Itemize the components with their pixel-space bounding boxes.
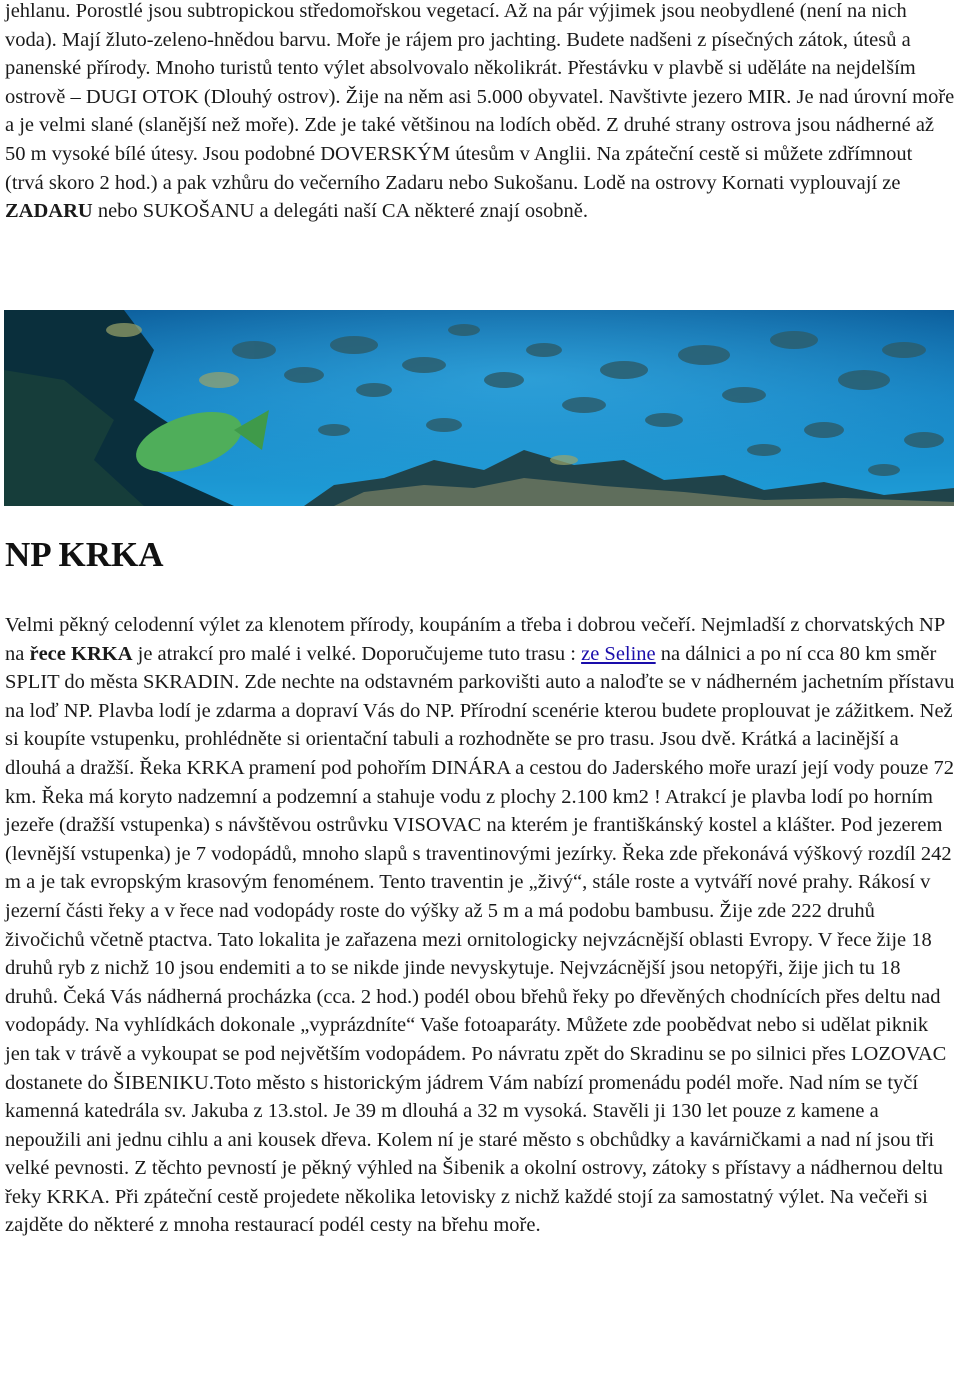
intro-paragraph	[5, 0, 955, 226]
section-heading: NP KRKA	[5, 535, 164, 574]
krka-bold-river: řece KRKA	[29, 642, 133, 665]
underwater-fish-photo	[4, 310, 954, 506]
krka-paragraph	[5, 611, 955, 1240]
intro-text-1: jehlanu. Porostlé jsou subtropickou středomořskou vegetací. Až na pár výjimek jsou neobydlené (není na nich voda). Mají žluto-zeleno-hnědou barvu. Moře je rájem pro jachting. Budete nadšeni z písečných zátok, útesů a panenské přírody. Mnoho turistů tento výlet absolvovalo několikrát. Přestávku v plavbě si uděláte na nejdelším ostrově – DUGI OTOK (Dlouhý ostrov). Žije na něm asi 5.000 obyvatel. Navštivte jezero MIR. Je nad úrovní moře a je velmi slané (slanější než moře). Zde je také většinou na lodích oběd. Z druhé strany ostrova jsou nádherné až 50 m vysoké bílé útesy. Jsou podobné DOVERSKÝM útesům v Anglii. Na zpáteční cestě si můžete zdřímnout (trvá skoro 2 hod.) a pak vzhůru do večerního Zadaru nebo Sukošanu. Lodě na ostrovy Kornati vyplouvají ze	[5, 0, 955, 194]
seline-link[interactable]: ze Seline	[581, 642, 656, 665]
krka-text-3: na dálnici a po ní cca 80 km směr SPLIT do města SKRADIN. Zde nechte na odstavném parkovišti auto a naloďte se v nádherném jachetním přístavu na loď NP. Plavba lodí je zdarma a dopraví Vás do NP. Přírodní scenérie kterou budete proplouvat je zážitkem. Než si koupíte vstupenku, prohlédněte si orientační tabuli a rozhodněte se pro trasu. Jsou dvě. Krátká a lacinější a dlouhá a dražší. Řeka KRKA pramení pod pohořím DINÁRA a cestou do Jaderského moře urazí její vody pouze 72 km. Řeka má koryto nadzemní a podzemní a stahuje vodu z plochy 2.100 km2 ! Atrakcí je plavba lodí po horním jezeře (dražší vstupenka) s návštěvou ostrůvku VISOVAC na kterém je františkánský kostel a klášter. Pod jezerem (levnější vstupenka) je 7 vodopádů, mnoho slapů s traventinovými jezírky. Řeka zde překonává výškový rozdíl 242 m a je tak evropským krasovým fenoménem. Tento traventin je „živý“, stále roste a vytváří nové prahy. Rákosí v jezerní části řeky a v řece nad vodopády roste do výšky až 5 m a má podobu bambusu. Žije zde 222 druhů živočichů včetně ptactva. Tato lokalita je zařazena mezi ornitologicky nejvzácnější oblasti Evropy. V řece žije 18 druhů ryb z nichž 10 jsou endemiti a to se nikde jinde nevyskytuje. Nejvzácnější jsou netopýři, žije jich tu 18 druhů. Čeká Vás nádherná procházka (cca. 2 hod.) podél obou břehů řeky po dřevěných chodnících přes deltu nad vodopády. Na vyhlídkách dokonale „vyprázdníte“ Vaše fotoaparáty. Můžete zde poobědvat nebo si udělat piknik jen tak v trávě a vykoupat se pod největším vodopádem. Po návratu zpět do Skradinu se po silnici přes LOZOVAC dostanete do ŠIBENIKU.Toto město s historickým jádrem Vám nabízí promenádu podél moře. Nad ním se tyčí kamenná katedrála sv. Jakuba z 13.stol. Je 39 m dlouhá a 32 m vysoká. Stavěli ji 130 let pouze z kamene a nepoužili ani jednu cihlu a ani kousek dřeva. Kolem ní je staré město s obchůdky a kavárničkami a nad ní jsou tři velké pevnosti. Z těchto pevností je pěkný výhled na Šibenik a okolní ostrovy, zátoky s přístavy a nádhernou deltu řeky KRKA. Při zpáteční cestě projedete několika letovisky z nichž každé stojí za samostatný výlet. Na večeři si zajděte do některé z mnoha restaurací podél cesty na břehu moře.	[5, 642, 955, 1237]
intro-text-2: nebo SUKOŠANU a delegáti naší CA některé znají osobně.	[92, 200, 589, 223]
krka-text-1: Velmi pěkný celodenní výlet za klenotem přírody, koupáním a třeba i dobrou večeří. Nejmladší z chorvatských NP na	[5, 614, 945, 665]
krka-text-2: je atrakcí pro malé i velké. Doporučujeme tuto trasu :	[132, 642, 582, 665]
intro-bold-city: ZADARU	[5, 200, 93, 223]
